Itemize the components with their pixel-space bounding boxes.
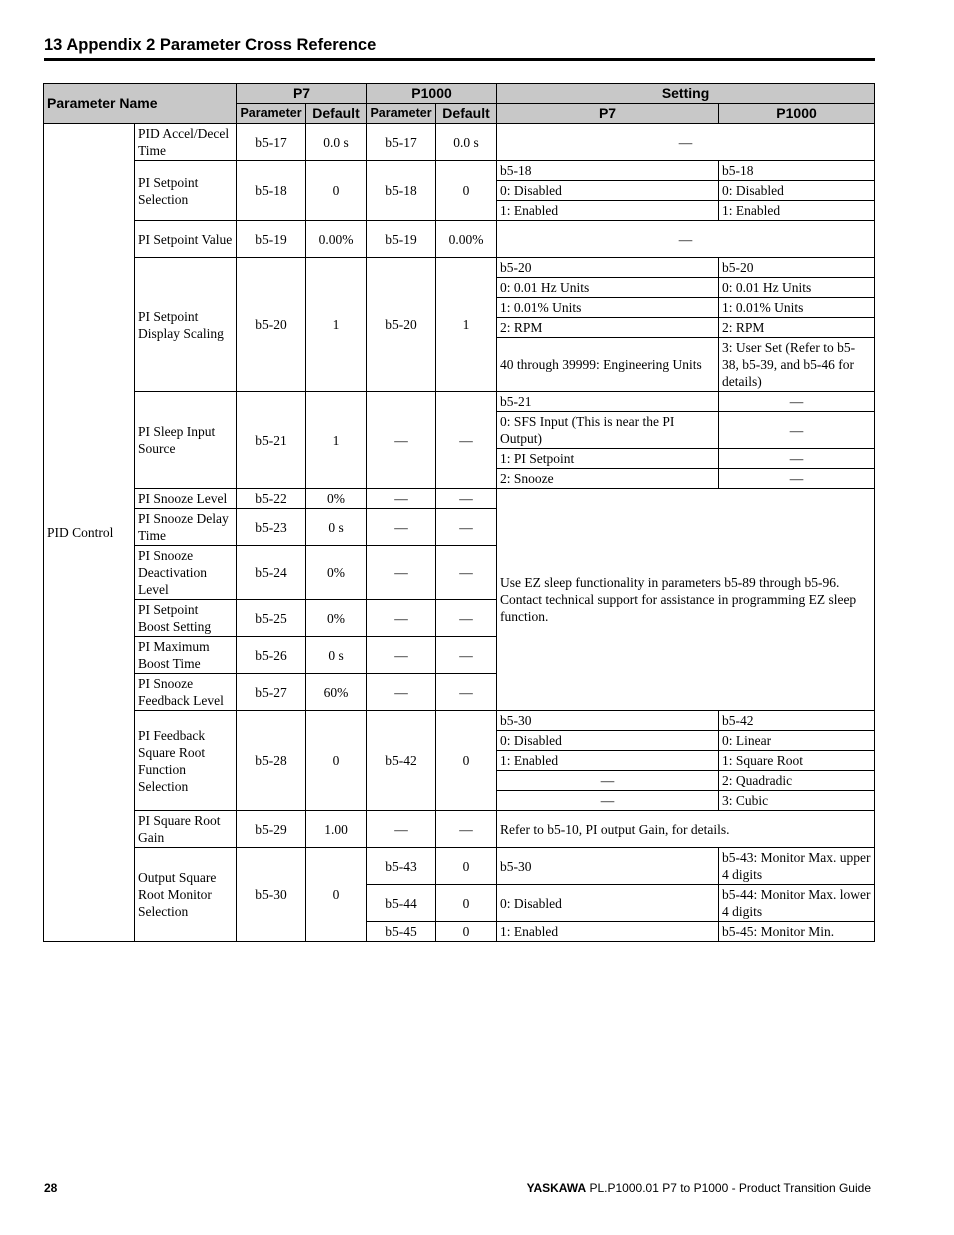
header-p7-parameter: Parameter [237, 104, 306, 124]
header-setting: Setting [497, 84, 875, 104]
param-name: PI Setpoint Boost Setting [135, 600, 237, 637]
p1000-parameter: — [367, 489, 436, 509]
p1000-parameter: — [367, 546, 436, 600]
p1000-default: — [436, 489, 497, 509]
p7-parameter: b5-20 [237, 258, 306, 392]
p7-default: 1.00 [306, 811, 367, 848]
p1000-default: — [436, 392, 497, 489]
setting-p7: 0: Disabled [497, 731, 719, 751]
page-number: 28 [44, 1181, 58, 1195]
setting-note: Refer to b5-10, PI output Gain, for details. [497, 811, 875, 848]
table-row [44, 489, 875, 509]
setting-p7: 0: Disabled [497, 885, 719, 922]
p7-parameter: b5-30 [237, 848, 306, 942]
parameter-cross-reference-table [43, 83, 875, 942]
p1000-default: — [436, 509, 497, 546]
table-row [44, 711, 875, 731]
p1000-default: — [436, 674, 497, 711]
p7-parameter: b5-26 [237, 637, 306, 674]
table-row [44, 392, 875, 412]
footer-brand: YASKAWA [526, 1181, 587, 1195]
setting-p1000: 1: 0.01% Units [719, 298, 875, 318]
setting-dash: — [497, 221, 875, 258]
setting-p7: — [497, 791, 719, 811]
p7-default: 0 s [306, 637, 367, 674]
p7-default: 0 [306, 711, 367, 811]
setting-p7: 1: Enabled [497, 201, 719, 221]
setting-p7: 1: Enabled [497, 751, 719, 771]
p7-default: 0 [306, 161, 367, 221]
p7-parameter: b5-28 [237, 711, 306, 811]
footer-doc-title [527, 1181, 871, 1195]
setting-p7: 1: PI Setpoint [497, 449, 719, 469]
table-row [44, 124, 875, 161]
param-name: PI Snooze Feedback Level [135, 674, 237, 711]
p7-parameter: b5-27 [237, 674, 306, 711]
setting-p7: 2: RPM [497, 318, 719, 338]
setting-dash: — [497, 124, 875, 161]
p1000-parameter: b5-44 [367, 885, 436, 922]
header-p7-default: Default [306, 104, 367, 124]
param-name: PI Square Root Gain [135, 811, 237, 848]
setting-p1000: 2: RPM [719, 318, 875, 338]
param-name: PID Accel/Decel Time [135, 124, 237, 161]
header-setting-p1000: P1000 [719, 104, 875, 124]
setting-p1000: 3: User Set (Refer to b5-38, b5-39, and b5-46 for details) [719, 338, 875, 392]
p7-parameter: b5-22 [237, 489, 306, 509]
p7-parameter: b5-29 [237, 811, 306, 848]
footer-doc-name: PL.P1000.01 P7 to P1000 - Product Transition Guide [589, 1181, 871, 1195]
p1000-default: 0.0 s [436, 124, 497, 161]
param-name: Output Square Root Monitor Selection [135, 848, 237, 942]
p1000-parameter: — [367, 637, 436, 674]
setting-p1000: 3: Cubic [719, 791, 875, 811]
p1000-parameter: — [367, 509, 436, 546]
p1000-default: — [436, 600, 497, 637]
p1000-default: 0 [436, 161, 497, 221]
header-setting-p7: P7 [497, 104, 719, 124]
setting-p1000: — [719, 412, 875, 449]
p7-default: 60% [306, 674, 367, 711]
p1000-default: 1 [436, 258, 497, 392]
p7-default: 0% [306, 546, 367, 600]
p1000-parameter: — [367, 674, 436, 711]
table-row [44, 258, 875, 278]
setting-p7: 1: 0.01% Units [497, 298, 719, 318]
setting-p7: 2: Snooze [497, 469, 719, 489]
setting-p7: 0: 0.01 Hz Units [497, 278, 719, 298]
setting-p7: 0: Disabled [497, 181, 719, 201]
param-name: PI Maximum Boost Time [135, 637, 237, 674]
p1000-default: 0 [436, 922, 497, 942]
p7-parameter: b5-24 [237, 546, 306, 600]
p7-parameter: b5-17 [237, 124, 306, 161]
p7-default: 0% [306, 489, 367, 509]
setting-p1000: 1: Enabled [719, 201, 875, 221]
p1000-default: — [436, 811, 497, 848]
p1000-default: 0 [436, 711, 497, 811]
header-p7: P7 [237, 84, 367, 104]
header-p1000-default: Default [436, 104, 497, 124]
setting-p1000: 0: 0.01 Hz Units [719, 278, 875, 298]
setting-p1000: — [719, 449, 875, 469]
p1000-parameter: b5-20 [367, 258, 436, 392]
setting-p1000: b5-18 [719, 161, 875, 181]
setting-p1000: b5-42 [719, 711, 875, 731]
setting-p1000: b5-43: Monitor Max. upper 4 digits [719, 848, 875, 885]
p1000-parameter: b5-17 [367, 124, 436, 161]
setting-p1000: 2: Quadradic [719, 771, 875, 791]
p7-default: 0 [306, 848, 367, 942]
p1000-parameter: b5-18 [367, 161, 436, 221]
p1000-parameter: — [367, 392, 436, 489]
p7-parameter: b5-25 [237, 600, 306, 637]
setting-p1000: b5-45: Monitor Min. [719, 922, 875, 942]
setting-p7: b5-18 [497, 161, 719, 181]
setting-p7: b5-30 [497, 848, 719, 885]
header-row [44, 84, 875, 104]
p1000-parameter: — [367, 600, 436, 637]
p7-default: 0% [306, 600, 367, 637]
p7-parameter: b5-21 [237, 392, 306, 489]
table-row [44, 161, 875, 181]
setting-p1000: — [719, 392, 875, 412]
header-p1000-parameter: Parameter [367, 104, 436, 124]
p7-default: 0 s [306, 509, 367, 546]
p7-parameter: b5-23 [237, 509, 306, 546]
p7-parameter: b5-19 [237, 221, 306, 258]
setting-p1000: 0: Linear [719, 731, 875, 751]
p1000-parameter: — [367, 811, 436, 848]
group-label: PID Control [44, 124, 135, 942]
param-name: PI Setpoint Selection [135, 161, 237, 221]
setting-p1000: b5-20 [719, 258, 875, 278]
setting-p7: b5-20 [497, 258, 719, 278]
header-p1000: P1000 [367, 84, 497, 104]
param-name: PI Feedback Square Root Function Selection [135, 711, 237, 811]
p7-default: 0.0 s [306, 124, 367, 161]
setting-p1000: — [719, 469, 875, 489]
param-name: PI Snooze Level [135, 489, 237, 509]
setting-p1000: 1: Square Root [719, 751, 875, 771]
p7-default: 1 [306, 392, 367, 489]
setting-p7: 1: Enabled [497, 922, 719, 942]
page-title: 13 Appendix 2 Parameter Cross Reference [44, 36, 875, 61]
param-name: PI Setpoint Display Scaling [135, 258, 237, 392]
p1000-default: — [436, 637, 497, 674]
setting-p7: 40 through 39999: Engineering Units [497, 338, 719, 392]
setting-p7: b5-21 [497, 392, 719, 412]
param-name: PI Setpoint Value [135, 221, 237, 258]
p1000-parameter: b5-42 [367, 711, 436, 811]
setting-p1000: 0: Disabled [719, 181, 875, 201]
param-name: PI Snooze Deactivation Level [135, 546, 237, 600]
p1000-parameter: b5-45 [367, 922, 436, 942]
p1000-parameter: b5-19 [367, 221, 436, 258]
p1000-default: — [436, 546, 497, 600]
header-parameter-name: Parameter Name [44, 84, 237, 124]
p7-parameter: b5-18 [237, 161, 306, 221]
setting-p7: 0: SFS Input (This is near the PI Output) [497, 412, 719, 449]
setting-p7: — [497, 771, 719, 791]
p1000-default: 0.00% [436, 221, 497, 258]
setting-p7: b5-30 [497, 711, 719, 731]
p1000-parameter: b5-43 [367, 848, 436, 885]
table-row [44, 221, 875, 258]
p1000-default: 0 [436, 848, 497, 885]
ez-sleep-note: Use EZ sleep functionality in parameters b5-89 through b5-96. Contact technical support for assistance in programming EZ sleep function. [497, 489, 875, 711]
p7-default: 1 [306, 258, 367, 392]
param-name: PI Snooze Delay Time [135, 509, 237, 546]
param-name: PI Sleep Input Source [135, 392, 237, 489]
setting-p1000: b5-44: Monitor Max. lower 4 digits [719, 885, 875, 922]
table-row [44, 848, 875, 885]
p7-default: 0.00% [306, 221, 367, 258]
p1000-default: 0 [436, 885, 497, 922]
table-row [44, 811, 875, 848]
